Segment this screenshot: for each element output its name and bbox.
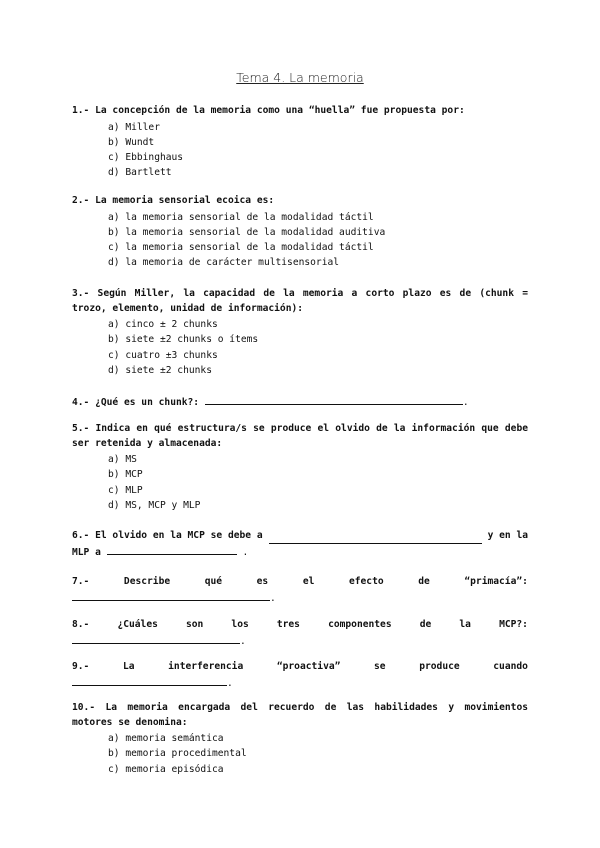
word: son: [185, 619, 204, 630]
question-1: [72, 104, 528, 181]
end-punct: .: [227, 677, 233, 689]
question-text: 1.- La concepción de la memoria como una “huella” fue propuesta por:: [72, 105, 465, 116]
word: “proactiva”: [276, 661, 341, 672]
word: es: [256, 576, 269, 587]
options-list: [72, 317, 528, 378]
question-text: 5.- Indica en qué estructura/s se produce el olvido de la información que debe ser retenida y almacenada:: [72, 423, 528, 449]
question-text: 3.- Según Miller, la capacidad de la memoria a corto plazo es de (chunk = trozo, elemento, unidad de información):: [72, 288, 528, 314]
option-c: c) memoria episódica: [108, 763, 224, 775]
question-text-a: 6.- El olvido en la MCP se debe a: [72, 530, 263, 541]
word: 8.-: [72, 619, 90, 630]
options-list: [72, 731, 528, 777]
option-b: b) siete ±2 chunks o ítems: [108, 334, 259, 346]
question-5: [72, 422, 528, 513]
word: “primacía”:: [464, 576, 528, 587]
options-list: [72, 452, 528, 513]
question-text: [72, 660, 528, 675]
options-list: [72, 210, 528, 271]
answer-blank-mcp[interactable]: [269, 533, 482, 544]
word: produce: [419, 661, 460, 672]
option-d: d) siete ±2 chunks: [108, 365, 212, 377]
word: la: [459, 619, 471, 630]
question-3: [72, 287, 528, 378]
question-9: [72, 660, 528, 691]
option-d: d) MS, MCP y MLP: [108, 500, 201, 512]
end-punct: .: [242, 546, 249, 558]
word: los: [231, 619, 249, 630]
word: se: [374, 661, 386, 672]
answer-blank[interactable]: [205, 394, 463, 405]
end-punct: .: [270, 592, 276, 604]
option-b: b) la memoria sensorial de la modalidad auditiva: [108, 226, 386, 238]
word: cuando: [493, 661, 528, 672]
word: qué: [204, 576, 223, 587]
answer-blank[interactable]: [72, 590, 270, 601]
question-text: 4.- ¿Qué es un chunk?:: [72, 397, 200, 408]
option-a: a) cinco ± 2 chunks: [108, 319, 218, 331]
question-8: [72, 618, 528, 649]
option-b: b) memoria procedimental: [108, 748, 247, 760]
question-text: 10.- La memoria encargada del recuerdo de las habilidades y movimientos motores se denomina:: [72, 702, 528, 728]
word: tres: [276, 619, 300, 630]
question-text-c: MLP a: [72, 546, 101, 558]
question-4: [72, 394, 528, 411]
option-b: b) Wundt: [108, 136, 155, 148]
word: de: [418, 576, 430, 587]
option-c: c) la memoria sensorial de la modalidad táctil: [108, 242, 374, 254]
question-text-b: y en la: [487, 530, 528, 541]
option-c: c) cuatro ±3 chunks: [108, 349, 218, 361]
question-7: [72, 575, 528, 606]
end-punct: .: [240, 635, 246, 647]
word: Describe: [123, 576, 171, 587]
option-d: d) Bartlett: [108, 167, 172, 179]
word: el: [302, 576, 315, 587]
question-6: [72, 529, 528, 560]
question-text: [72, 575, 528, 590]
answer-blank[interactable]: [72, 675, 227, 686]
option-d: d) la memoria de carácter multisensorial: [108, 257, 340, 269]
word: La: [122, 661, 135, 672]
option-b: b) MCP: [108, 469, 143, 481]
page-title: Tema 4. La memoria: [236, 70, 364, 85]
option-a: a) Miller: [108, 121, 160, 133]
question-10: [72, 701, 528, 777]
word: ¿Cuáles: [117, 619, 158, 630]
word: 7.-: [72, 576, 90, 587]
option-c: c) MLP: [108, 484, 143, 496]
answer-blank-mlp[interactable]: [107, 544, 237, 555]
option-a: a) la memoria sensorial de la modalidad táctil: [108, 211, 374, 223]
answer-blank[interactable]: [72, 633, 240, 644]
word: MCP?:: [499, 619, 528, 630]
option-a: a) memoria semántica: [108, 733, 224, 745]
word: componentes: [328, 619, 392, 630]
option-a: a) MS: [108, 454, 137, 466]
question-text: 2.- La memoria sensorial ecoica es:: [72, 195, 275, 206]
option-c: c) Ebbinghaus: [108, 152, 184, 164]
end-punct: .: [462, 397, 469, 408]
question-2: [72, 194, 528, 271]
question-text: [72, 618, 528, 633]
word: interferencia: [168, 661, 244, 672]
word: de: [419, 619, 432, 630]
options-list: [72, 120, 528, 181]
word: efecto: [348, 576, 384, 587]
word: 9.-: [72, 661, 90, 672]
